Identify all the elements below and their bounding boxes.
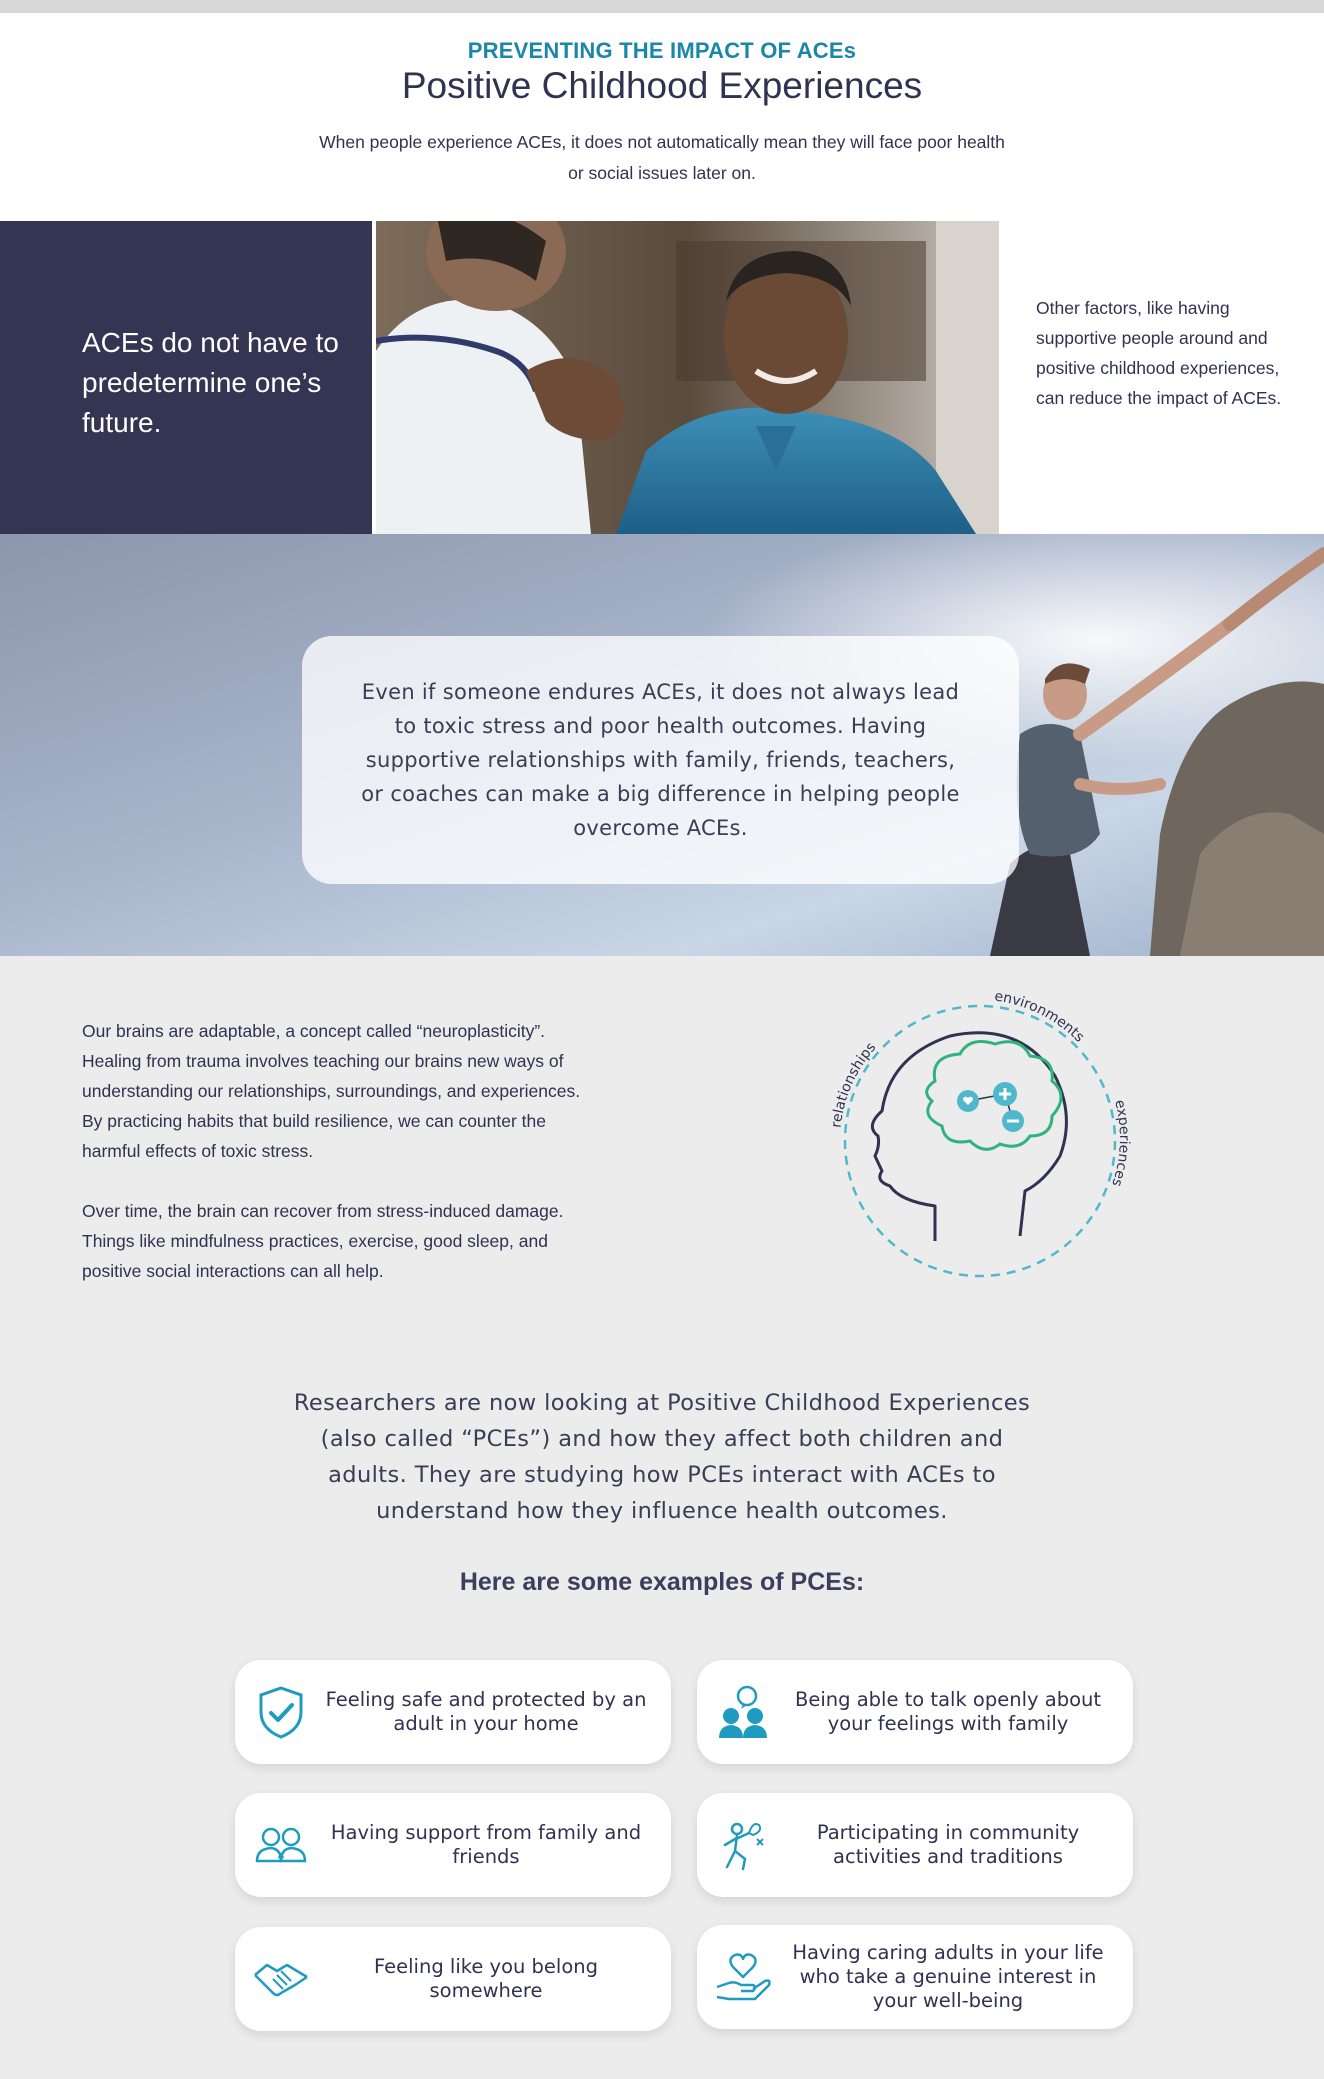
talking-people-icon xyxy=(713,1682,773,1742)
pce-card xyxy=(697,1660,1133,1764)
pce-card xyxy=(697,1793,1133,1897)
dashed-ring xyxy=(845,1006,1115,1276)
pce-label: Participating in community activities and traditions xyxy=(816,1821,1080,1868)
ring-label-relationships: relationships xyxy=(828,1039,880,1129)
intro-text: When people experience ACEs, it does not automatically mean they will face poor health or social issues later on. xyxy=(319,132,1005,183)
side-text: Other factors, like having supportive people around and positive childhood experiences, can reduce the impact of ACEs. xyxy=(1036,298,1282,408)
head-outline-icon xyxy=(872,1033,1066,1241)
eyebrow-heading: PREVENTING THE IMPACT OF ACEs xyxy=(467,38,857,63)
neuroplasticity-section xyxy=(0,956,1324,1326)
brain-head-graphic xyxy=(820,986,1140,1286)
pce-card xyxy=(697,1925,1133,2029)
recovery-paragraph: Over time, the brain can recover from stress-induced damage. Things like mindfulness practices, exercise, good sleep, and positive social interactions can all help. xyxy=(82,1201,564,1281)
pce-card xyxy=(235,1793,671,1897)
heart-hand-icon xyxy=(713,1947,773,2007)
men-smiling-photo xyxy=(376,221,999,534)
two-people-icon xyxy=(251,1815,311,1875)
community-activity-icon xyxy=(713,1815,773,1875)
research-text: Researchers are now looking at Positive Childhood Experiences (also called “PCEs”) and how they affect both children and adults. They are studying how PCEs interact with ACEs to understand how they influence health outcomes. xyxy=(293,1390,1031,1524)
shield-check-icon xyxy=(251,1682,311,1742)
pce-label: Feeling like you belong somewhere xyxy=(373,1955,599,2002)
ring-label-environments: environments xyxy=(993,988,1088,1046)
pce-label: Being able to talk openly about your feelings with family xyxy=(794,1688,1102,1735)
page-title: Positive Childhood Experiences xyxy=(401,65,923,106)
handshake-icon xyxy=(251,1949,311,2009)
neuroplasticity-paragraph: Our brains are adaptable, a concept called “neuroplasticity”. Healing from trauma involves teaching our brains new ways of understanding our relationships, surroundings, and experiences. By practicing habits that build resilience, we can counter the harmful effects of toxic stress. xyxy=(82,1021,581,1161)
pce-label: Feeling safe and protected by an adult in your home xyxy=(325,1688,647,1735)
navy-panel xyxy=(0,221,372,534)
climbing-hero xyxy=(0,534,1324,956)
ring-label-experiences: experiences xyxy=(1108,1098,1132,1189)
pce-card xyxy=(235,1927,671,2031)
quote-card xyxy=(302,636,1019,884)
feature-row xyxy=(0,221,1324,534)
pce-label: Having support from family and friends xyxy=(330,1821,642,1868)
examples-heading: Here are some examples of PCEs: xyxy=(459,1568,865,1596)
top-bar xyxy=(0,0,1324,13)
quote-text: Even if someone endures ACEs, it does not always lead to toxic stress and poor health outcomes. Having supportive relationships with family, friends, teachers, or coaches can make a big difference in helping people overcome ACEs. xyxy=(361,680,960,840)
pce-label: Having caring adults in your life who take a genuine interest in your well-being xyxy=(792,1941,1104,2012)
navy-panel-text: ACEs do not have to predetermine one’s future. xyxy=(82,327,339,438)
pce-card xyxy=(235,1660,671,1764)
page-header xyxy=(0,13,1324,221)
